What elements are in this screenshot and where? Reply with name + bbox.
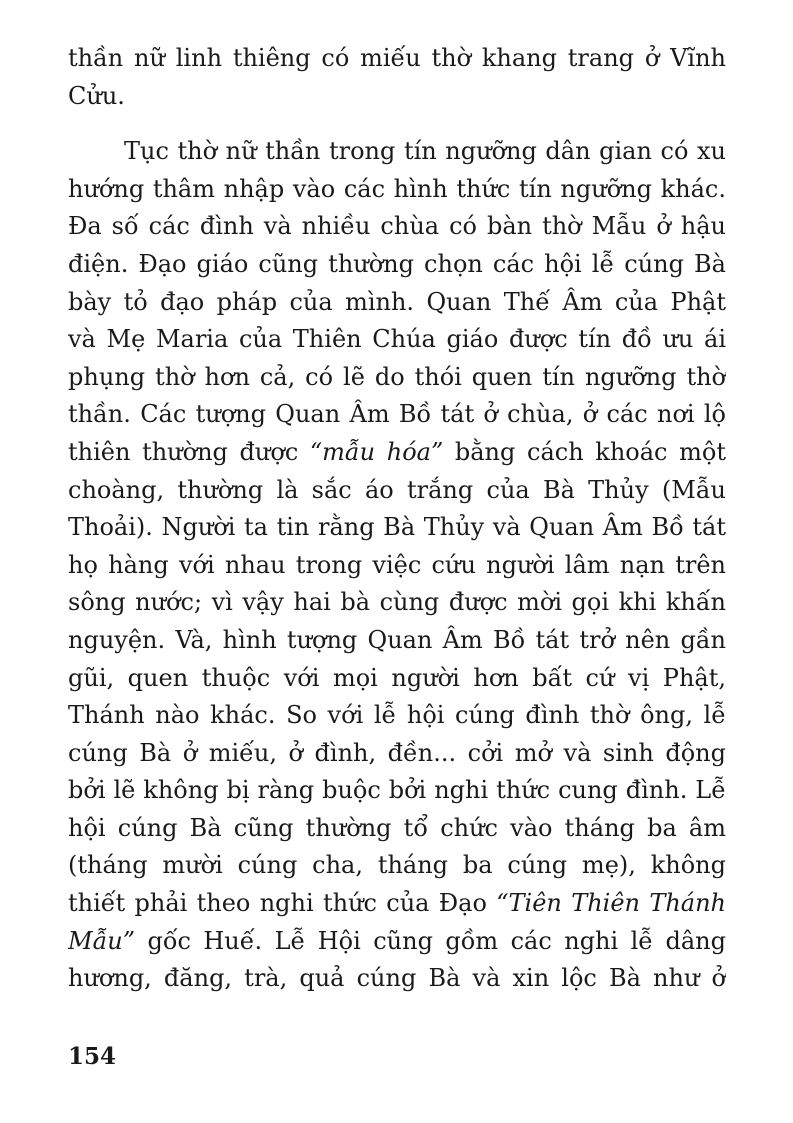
text-line: điện. Đạo giáo cũng thường chọn các hội lễ cúng Bà [68, 249, 726, 278]
text-line: thần. Các tượng Quan Âm Bồ tát ở chùa, ở các nơi lộ [68, 400, 726, 429]
text-line: bày tỏ đạo pháp của mình. Quan Thế Âm của Phật [68, 287, 726, 316]
text-line: Thánh nào khác. So với lễ hội cúng đình thờ ông, lễ [68, 701, 726, 730]
text-line: Tục thờ nữ thần trong tín ngưỡng dân gian có xu [124, 137, 726, 166]
text-line [68, 434, 726, 472]
text-line: (tháng mười cúng cha, tháng ba cúng mẹ), không [68, 851, 726, 880]
paragraph-gap [68, 115, 726, 133]
text-line: hương, đăng, trà, quả cúng Bà và xin lộc Bà như ở [68, 964, 726, 993]
text-run: gốc Huế. Lễ Hội cũng gồm các nghi lễ dâng [147, 926, 726, 955]
text-line: choàng, thường là sắc áo trắng của Bà Thủy (Mẫu [68, 475, 726, 504]
italic-quote: “Tiên Thiên Thánh [496, 889, 726, 918]
text-line: sông nước; vì vậy hai bà cùng được mời gọi khi khấn [68, 588, 726, 617]
italic-quote: “mẫu hóa” [309, 437, 444, 466]
text-line: bởi lẽ không bị ràng buộc bởi nghi thức cung đình. Lễ [68, 776, 726, 805]
text-line: hội cúng Bà cũng thường tổ chức vào tháng ba âm [68, 813, 726, 842]
text-line: gũi, quen thuộc với mọi người hơn bất cứ vị Phật, [68, 663, 726, 692]
text-line: phụng thờ hơn cả, có lẽ do thói quen tín ngưỡng thờ [68, 362, 726, 391]
text-line: Thoải). Người ta tin rằng Bà Thủy và Quan Âm Bồ tát [68, 513, 726, 542]
text-line [68, 923, 726, 961]
text-run: thiết phải theo nghi thức của Đạo [68, 889, 487, 918]
text-line: cúng Bà ở miếu, ở đình, đền... cởi mở và sinh động [68, 738, 726, 767]
text-line [68, 885, 726, 923]
text-line: Cửu. [68, 81, 125, 110]
text-line: Đa số các đình và nhiều chùa có bàn thờ Mẫu ở hậu [68, 212, 726, 241]
text-run: thiên thường được [68, 437, 299, 466]
text-line: họ hàng với nhau trong việc cứu người lâm nạn trên [68, 550, 726, 579]
text-run: bằng cách khoác một [454, 437, 726, 466]
page-number: 154 [68, 1043, 117, 1070]
text-line: hướng thâm nhập vào các hình thức tín ngưỡng khác. [68, 174, 726, 203]
text-line: và Mẹ Maria của Thiên Chúa giáo được tín đồ ưu ái [68, 325, 726, 354]
italic-quote: Mẫu” [68, 926, 136, 955]
body-text [68, 40, 726, 998]
text-line: nguyện. Và, hình tượng Quan Âm Bồ tát trở nên gần [68, 625, 726, 654]
text-line: thần nữ linh thiêng có miếu thờ khang trang ở Vĩnh [68, 44, 726, 72]
